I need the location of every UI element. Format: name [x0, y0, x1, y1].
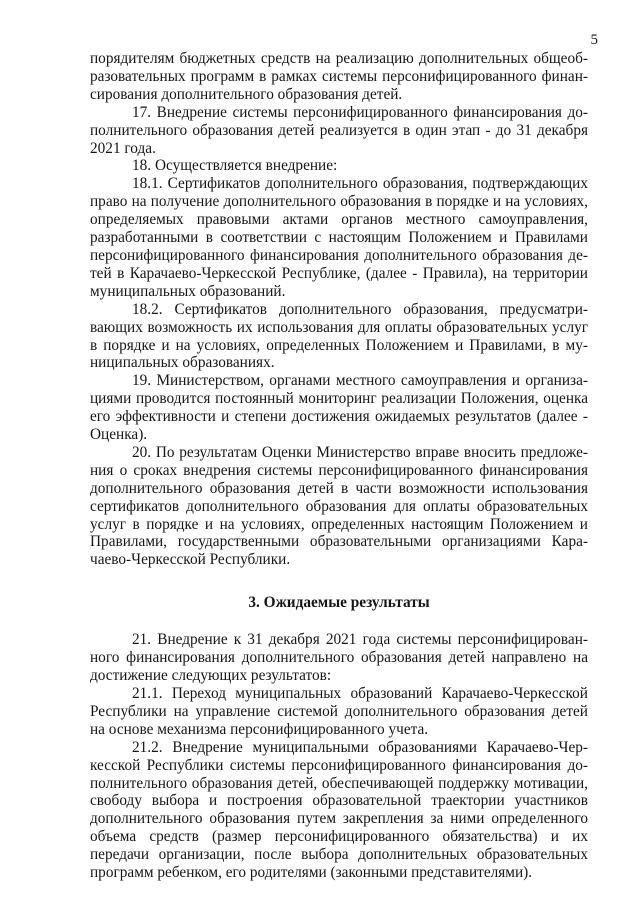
paragraph-21: 21. Внедрение к 31 декабря 2021 года системы персонифицированного финансирования дополнительного образования детей направлено на достижение следующих результатов: — [90, 631, 588, 685]
document-body — [90, 50, 588, 882]
page-number: 5 — [590, 32, 598, 48]
paragraph-21-1: 21.1. Переход муниципальных образований Карачаево-Черкесской Республики на управление системой дополнительного образования детей на основе механизма персонифицированного учета. — [90, 685, 588, 738]
paragraph-18-2: 18.2. Сертификатов дополнительного образования, предусматривающих возможность их использования для оплаты образовательных услуг в порядке и на условиях, определенных Положением и Правилами, в муниципальных образованиях. — [90, 300, 588, 372]
paragraph-17: 17. Внедрение системы персонифицированного финансирования дополнительного образования детей реализуется в один этап - до 31 декабря 2021 года. — [90, 103, 588, 157]
paragraph-16-continuation: порядителям бюджетных средств на реализацию дополнительных общеобразовательных программ в рамках системы персонифицированного финансирования дополнительного образования детей. — [90, 50, 588, 103]
paragraph-18-1: 18.1. Сертификатов дополнительного образования, подтверждающих право на получение дополнительного образования в порядке и на условиях, определяемых правовыми актами органов местного самоуправления, разработанными в соответствии с настоящим Положением и Правилами персонифицированного финансирования дополнительного образования детей в Карачаево-Черкесской Республике, (далее - Правила), на территории муниципальных образований. — [90, 175, 588, 300]
paragraph-18: 18. Осуществляется внедрение: — [132, 157, 338, 175]
paragraph-20: 20. По результатам Оценки Министерство вправе вносить предложения о сроках внедрения системы персонифицированного финансирования дополнительного образования детей в части возможности использования сертификатов дополнительного образования для оплаты образовательных услуг в порядке и на условиях, определенных настоящим Положением и Правилами, государственными образовательными организациями Карачаево-Черкесской Республики. — [90, 443, 588, 569]
paragraph-21-2: 21.2. Внедрение муниципальными образованиями Карачаево-Черкесской Республики системы персонифицированного финансирования дополнительного образования детей, обеспечивающей поддержку мотивации, свободу выбора и построения образовательной траектории участников дополнительного образования путем закрепления за ними определенного объема средств (размер персонифицированного обязательства) и их передачи организации, после выбора дополнительных образовательных программ ребенком, его родителями (законными представителями). — [90, 738, 588, 882]
paragraph-19: 19. Министерством, органами местного самоуправления и организациями проводится постоянный мониторинг реализации Положения, оценка его эффективности и степени достижения ожидаемых результатов (далее - Оценка). — [90, 372, 588, 444]
section-heading: 3. Ожидаемые результаты — [248, 594, 430, 612]
